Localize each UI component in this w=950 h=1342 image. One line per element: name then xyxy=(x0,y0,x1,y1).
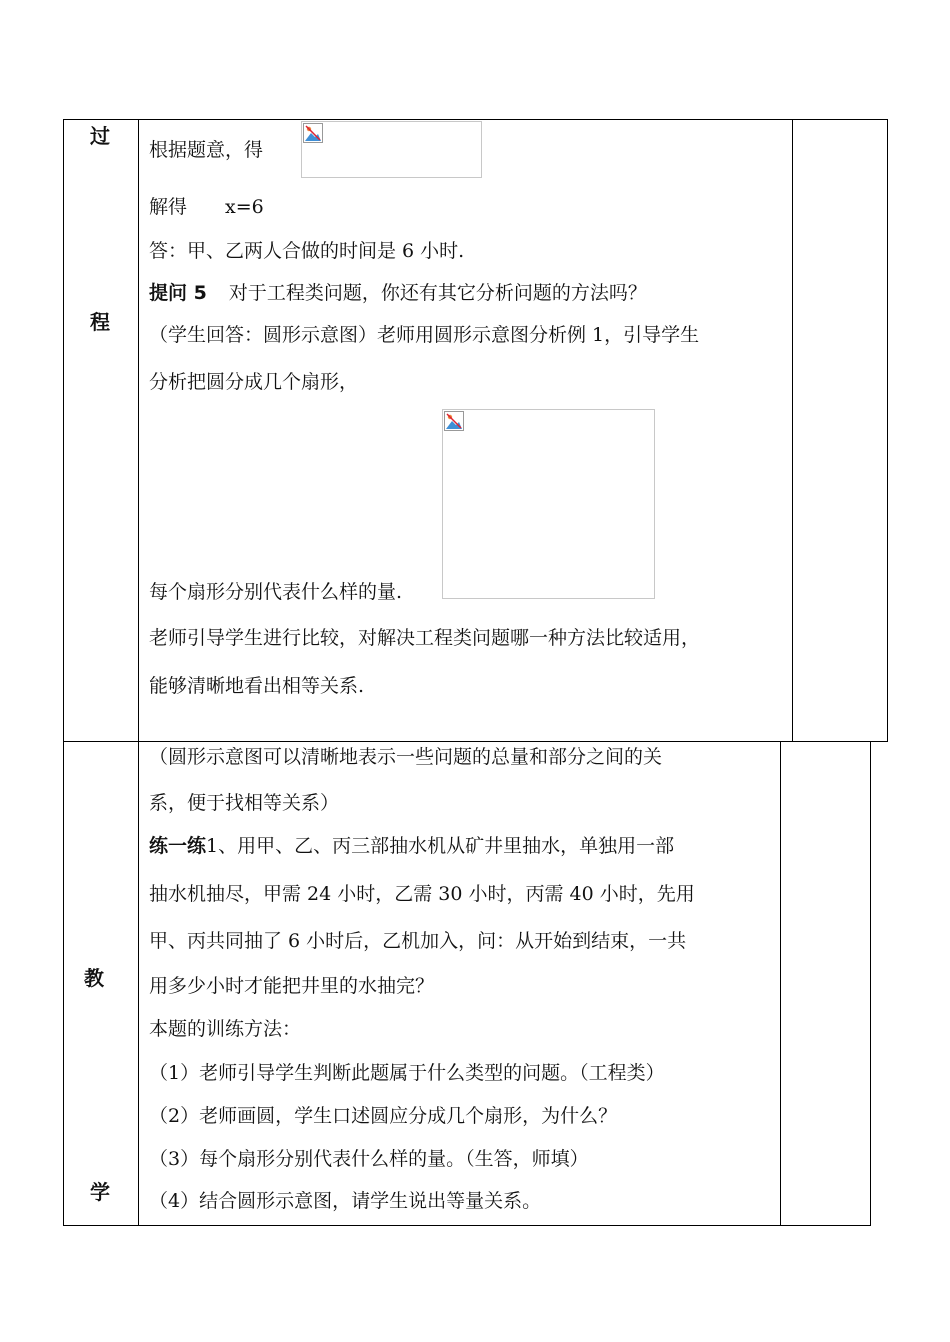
circle-diagram-note-1: （圆形示意图可以清晰地表示一些问题的总量和部分之间的关 xyxy=(149,746,663,768)
row-divider xyxy=(63,741,888,742)
training-step-4: （4）结合圆形示意图，请学生说出等量关系。 xyxy=(149,1190,542,1212)
side-label-jiao: 教 xyxy=(84,966,104,990)
table-right-border-upper xyxy=(887,119,888,742)
table-bottom-border xyxy=(63,1225,871,1226)
table-left-border-upper xyxy=(63,119,64,742)
broken-image-icon-2 xyxy=(444,411,464,431)
question5-line xyxy=(149,281,647,305)
side-label-xue: 学 xyxy=(90,1180,110,1204)
question5-label: 提问 5 xyxy=(149,282,207,304)
training-step-2: （2）老师画圆，学生口述圆应分成几个扇形，为什么？ xyxy=(149,1105,618,1127)
sector-meaning-line: 每个扇形分别代表什么样的量. xyxy=(149,581,403,603)
broken-image-icon xyxy=(303,123,323,143)
label-column-divider-lower xyxy=(138,741,139,1226)
circle-diagram-note-2: 系，便于找相等关系） xyxy=(149,792,340,814)
practice-line-2: 抽水机抽尽，甲需 24 小时，乙需 30 小时，丙需 40 小时，先用 xyxy=(149,883,695,905)
practice-line-3: 甲、丙共同抽了 6 小时后，乙机加入，问：从开始到结束，一共 xyxy=(149,930,687,952)
table-right-border-lower xyxy=(870,741,871,1226)
practice-line-4: 用多少小时才能把井里的水抽完？ xyxy=(149,975,435,997)
student-answer-line: （学生回答：圆形示意图）老师用圆形示意图分析例 1，引导学生 xyxy=(149,324,700,346)
side-label-guo: 过 xyxy=(90,124,110,148)
right-column-divider-upper xyxy=(792,119,793,742)
equation-image xyxy=(301,121,482,178)
practice-text: 1、用甲、乙、丙三部抽水机从矿井里抽水，单独用一部 xyxy=(206,835,675,857)
relation-line: 能够清晰地看出相等关系. xyxy=(149,675,365,697)
practice-line xyxy=(149,834,674,858)
question5-text: 对于工程类问题，你还有其它分析问题的方法吗？ xyxy=(228,282,647,304)
right-column-divider-lower xyxy=(780,741,781,1226)
circle-diagram-image xyxy=(442,409,655,599)
table-top-border xyxy=(63,119,888,120)
training-step-1: （1）老师引导学生判断此题属于什么类型的问题。（工程类） xyxy=(149,1062,665,1084)
solve-value: x=6 xyxy=(225,196,264,218)
answer-text: 答：甲、乙两人合做的时间是 6 小时. xyxy=(149,240,465,262)
solve-label: 解得 xyxy=(149,196,188,218)
sector-analysis-line: 分析把圆分成几个扇形， xyxy=(149,371,359,393)
side-label-cheng: 程 xyxy=(90,310,110,334)
practice-label: 练一练 xyxy=(149,835,207,857)
label-column-divider-upper xyxy=(138,119,139,742)
training-method-heading: 本题的训练方法： xyxy=(149,1018,302,1040)
according-text: 根据题意，得 xyxy=(149,139,264,161)
training-step-3: （3）每个扇形分别代表什么样的量。（生答，师填） xyxy=(149,1148,589,1170)
table-left-border-lower xyxy=(63,741,64,1226)
compare-line: 老师引导学生进行比较，对解决工程类问题哪一种方法比较适用， xyxy=(149,627,701,649)
